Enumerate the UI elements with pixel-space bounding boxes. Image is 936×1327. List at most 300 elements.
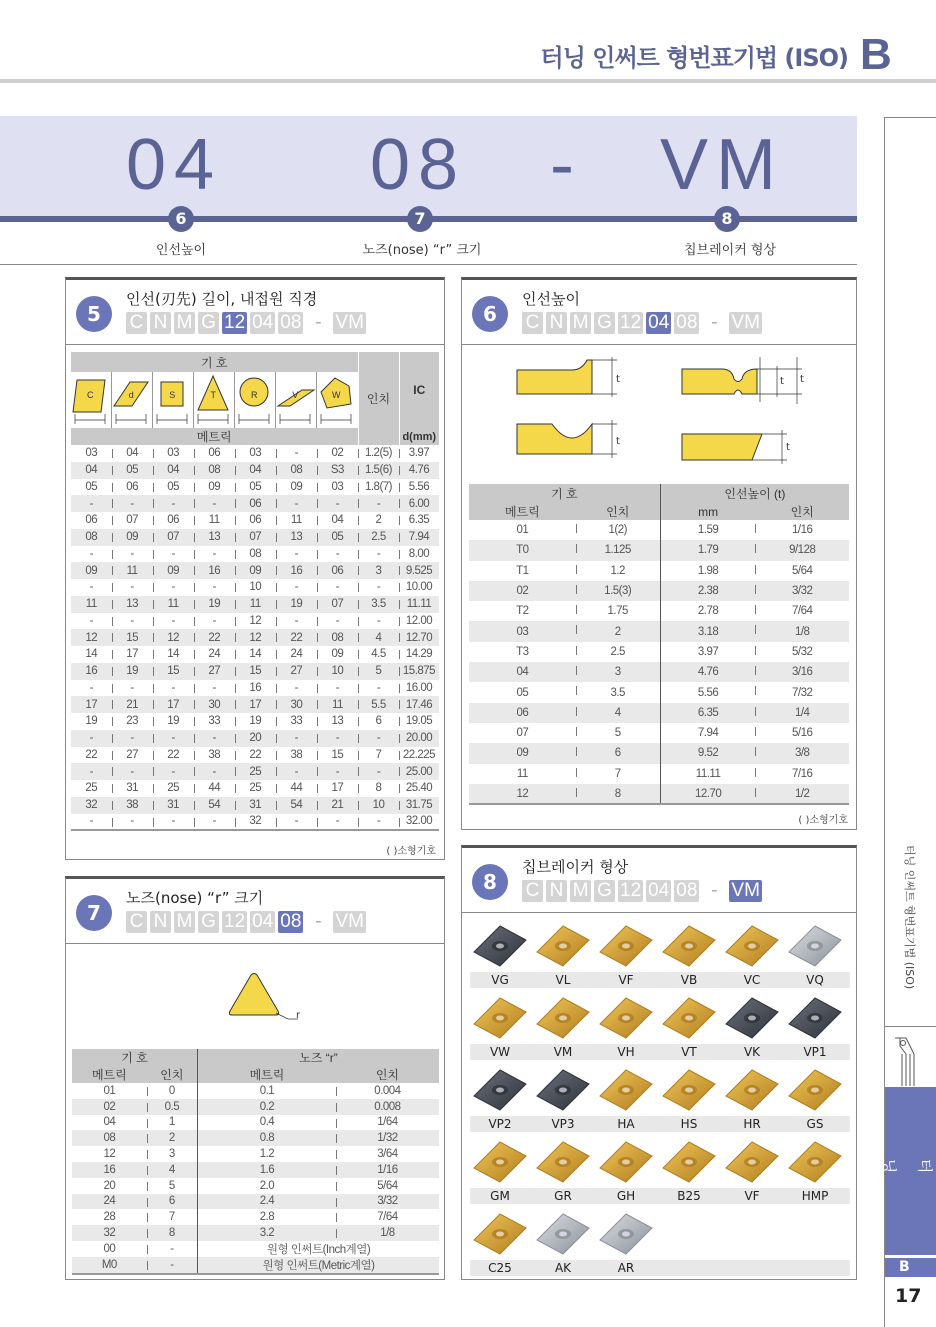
table-cell: 11 [235,596,276,613]
table-cell: 25 [235,763,276,780]
table-cell: 12.70 [660,784,755,804]
insert-dark-icon [785,994,845,1042]
table-row [72,1115,439,1131]
table-cell: 38 [112,797,153,814]
table-cell: 4.76 [660,662,755,682]
chipbreaker-item [470,1066,530,1131]
panel-title: 노즈(nose) “r” 크기 [126,889,264,907]
shape-v-icon [276,372,317,428]
table-cell: 12 [235,629,276,646]
table-row [469,703,849,723]
table-cell: 12 [153,629,194,646]
chipbreaker-label: VP3 [551,1117,575,1131]
table-cell: 1/8 [755,621,849,641]
code-chip: VM [731,880,760,901]
table-cell: - [153,730,194,747]
table-cell: 19 [112,663,153,680]
insert-silver-icon [596,1210,656,1258]
code-chips [126,312,366,334]
table-cell: 2 [358,512,399,529]
table-cell: - [358,814,399,831]
table-cell: 04 [469,662,576,682]
table-row [71,479,439,496]
table-row [72,1194,439,1210]
insert-gold-icon [470,1138,530,1186]
table-row [72,1083,439,1099]
chipbreaker-item [785,994,845,1059]
table-cell: 4.76 [399,462,439,479]
table-cell: 6 [358,713,399,730]
table-row [71,763,439,780]
table-cell: 24 [194,646,235,663]
table-cell: 6.00 [399,495,439,512]
table-cell: - [358,763,399,780]
table-cell: 1/2 [755,784,849,804]
code-chip: 08 [280,911,302,932]
shape-w-icon [317,372,358,428]
chipbreaker-label: VL [555,973,571,987]
table-cell: 16 [276,562,317,579]
table-cell: 23 [112,713,153,730]
page-number: 17 [895,1285,922,1307]
chipbreaker-item [596,994,656,1059]
header-symbol: 기 호 [72,1049,198,1066]
code-chips [126,911,366,933]
table-cell: 03 [85,447,98,460]
chipbreaker-item [533,922,593,987]
insert-gold-icon [596,1138,656,1186]
table-cell: 13 [276,529,317,546]
table-cell: 09 [235,562,276,579]
chipbreaker-row [470,922,850,994]
table-cell: 3.97 [660,642,755,662]
table-row [71,445,439,462]
chipbreaker-label: HR [743,1117,761,1131]
table-cell: - [317,814,358,831]
table-cell: 07 [235,529,276,546]
table-cell: 7.94 [399,529,439,546]
table-cell: 05 [85,480,98,493]
table-cell: - [194,730,235,747]
table-cell: 5.56 [399,479,439,496]
turning-tool-icon [892,1036,922,1086]
table-cell: 02 [72,1099,147,1115]
chipbreaker-label: VG [491,973,509,987]
table-cell: 25 [235,780,276,797]
table-cell: 6 [147,1194,198,1210]
code-chip: 12 [224,312,246,333]
marker-6: 6 [168,206,194,232]
sidebar-chapter-title: 터닝 인써트 형번표기법 (ISO) [903,845,916,990]
table-row [71,562,439,579]
header-symbol: 기 호 [71,352,358,372]
table-cell: - [89,681,93,694]
table-cell: 1.125 [576,540,661,560]
table-cell: - [317,680,358,697]
banner-divider [0,264,857,265]
table-cell: - [153,546,194,563]
table-cell: 32 [235,814,276,831]
table-cell: - [153,579,194,596]
t-label: t [616,436,620,447]
code-chip: M [174,911,195,933]
header-dmm: d(mm) [399,428,439,445]
table-cell: 03 [469,621,576,641]
shape-d-icon [112,372,153,428]
code-chip: 04 [252,312,274,333]
chipbreaker-label: HA [617,1117,635,1131]
table-cell: 7.94 [660,723,755,743]
table-cell: 21 [317,797,358,814]
table-cell: 22 [194,629,235,646]
table-cell: 4 [358,629,399,646]
table-cell: 07 [112,512,153,529]
table-cell: T3 [516,645,529,658]
insert-gold-icon [533,994,593,1042]
table-cell: 3.97 [399,445,439,462]
table-cell: - [358,730,399,747]
table-cell: - [358,680,399,697]
table-cell: 04 [317,512,358,529]
table-cell: 9/128 [755,540,849,560]
table-cell: - [358,546,399,563]
insert-gold-icon [596,922,656,970]
table-row [469,723,849,743]
chipbreaker-item [533,994,593,1059]
table-cell: 0.2 [198,1099,336,1115]
table-cell: - [276,680,317,697]
table-cell: 30 [194,696,235,713]
header-ic: IC [399,352,439,428]
table-cell: 3 [147,1146,198,1162]
table-cell: 19 [194,596,235,613]
code-chip: C [126,911,147,933]
table-cell: 1.8(7) [358,479,399,496]
table-row [71,546,439,563]
chipbreaker-item [722,1066,782,1131]
table-cell: - [276,546,317,563]
table-cell: 13 [194,529,235,546]
table-cell: 11 [112,562,153,579]
table-cell: 3.2 [198,1225,336,1241]
table-cell: - [358,613,399,630]
table-cell: T1 [516,564,529,577]
table-cell: - [153,680,194,697]
code-chip: 08 [676,880,698,901]
code-chip: VM [731,312,760,333]
table-cell: 06 [112,479,153,496]
table-cell: 11 [71,596,112,613]
header-metric: 메트릭 [469,503,576,520]
table-cell: 21 [112,696,153,713]
table-cell: 2.78 [660,601,755,621]
table-cell: - [276,579,317,596]
table-row [72,1162,439,1178]
header-height: 인선높이 (t) [660,484,849,503]
table-cell: 1 [147,1115,198,1131]
table-cell: 13 [317,713,358,730]
header-metric: 메트릭 [72,1066,147,1083]
table-cell: 09 [469,743,576,763]
table-cell: - [317,546,358,563]
table-cell: 08 [317,629,358,646]
shape-letter: T [210,389,216,400]
table-cell: - [194,763,235,780]
table-row [71,747,439,764]
table-cell: 1/32 [336,1130,439,1146]
table-row [72,1209,439,1225]
table-cell: 7/64 [336,1209,439,1225]
code-chip: G [198,911,219,933]
table-cell: 10.00 [399,579,439,596]
table-cell: 6.35 [660,703,755,723]
table-cell: 08 [235,546,276,563]
table-cell: 09 [317,646,358,663]
insert-gold-icon [533,1138,593,1186]
code-chips [522,880,762,902]
code-chip: - [711,312,718,333]
table-cell: - [276,495,317,512]
table-cell: 54 [276,797,317,814]
insert-gold-icon [470,994,530,1042]
header-metric: 메트릭 [71,428,358,445]
table-cell: 12 [235,613,276,630]
code-chip: VM [335,312,364,333]
table-row [469,621,849,641]
panel-cutting-edge-length [65,277,445,860]
insert-gold-icon [659,922,719,970]
table-cell: 19 [276,596,317,613]
header-inch: 인치 [755,503,849,520]
table-row [72,1225,439,1241]
table-cell: 3/16 [755,662,849,682]
table-row [71,512,439,529]
code-chip: 12 [620,880,642,901]
t-label: t [616,374,620,385]
table-cell: 05 [235,479,276,496]
chipbreaker-label: AK [554,1261,572,1275]
t-label: t [780,376,784,387]
panel-chipbreaker [461,845,857,1280]
table-cell: - [147,1241,198,1257]
table-row [71,663,439,680]
code-chip: 12 [620,312,642,333]
table-cell: 13 [112,596,153,613]
table-cell: 15 [235,663,276,680]
table-cell: 04 [71,462,112,479]
table-cell: - [276,613,317,630]
table-cell: 28 [103,1211,116,1224]
table-cell: 03 [235,445,276,462]
table-cell: - [112,579,153,596]
table-cell: 19.05 [399,713,439,730]
table-cell: 1/16 [755,520,849,540]
table-cell: - [194,814,235,831]
insert-gold-icon [596,1066,656,1114]
table-cell: - [89,815,93,828]
table-cell: 17 [235,696,276,713]
chipbreaker-label: B25 [677,1189,701,1203]
table-cell: 11 [153,596,194,613]
table-cell: 19 [85,715,98,728]
table-cell: 04 [235,462,276,479]
table-cell: 5.5 [358,696,399,713]
table-cell: 04 [103,1116,116,1129]
code-chip: 04 [252,911,274,932]
table-cell: 17 [71,696,112,713]
table-cell: 04 [153,462,194,479]
table-cell: 06 [235,495,276,512]
table-row [72,1146,439,1162]
table-cell: 07 [153,529,194,546]
chipbreaker-label: AR [617,1261,635,1275]
table-row [469,743,849,763]
table-cell: 07 [516,727,529,740]
table-cell: 17.46 [399,696,439,713]
table-cell: 38 [194,747,235,764]
marker-7: 7 [407,206,433,232]
table-cell: - [89,547,93,560]
header-mm: mm [660,503,755,520]
table-cell: 19 [235,713,276,730]
table-cell: 2 [576,621,661,641]
chipbreaker-item [785,1138,845,1203]
table-cell: 원형 인써트(Inch계열) [198,1241,439,1257]
table-cell: 3/32 [755,581,849,601]
table-cell: 08 [276,462,317,479]
table-cell: 14 [235,646,276,663]
table-cell: 16 [194,562,235,579]
table-cell: - [153,495,194,512]
shape-letter: d [128,389,134,400]
panel-title: 칩브레이커 형상 [522,858,629,876]
table-cell: - [112,613,153,630]
table-cell: 1/16 [336,1162,439,1178]
panel-nose-radius [65,876,445,1280]
table-cell: - [112,680,153,697]
table-cell: 08 [72,1130,147,1146]
table-cell: 24 [276,646,317,663]
table-cell: 05 [516,686,529,699]
table-row [71,629,439,646]
table-cell: 06 [85,514,98,527]
code-chip: C [126,312,147,334]
insert-gold-icon [785,1066,845,1114]
table-cell: 4.5 [358,646,399,663]
table-cell: 32.00 [399,814,439,831]
code-chip: 04 [648,312,670,333]
header-nose: 노즈 “r” [198,1049,439,1066]
table-cell: 11 [516,767,528,780]
table-row [71,780,439,797]
table-cell: 2.38 [660,581,755,601]
table-row [469,540,849,560]
table-cell: - [358,579,399,596]
table-cell: 15 [112,629,153,646]
table-cell: 11 [317,696,358,713]
table-cell: 31 [235,797,276,814]
table-cell: 4 [147,1162,198,1178]
chipbreaker-label: VP1 [803,1045,827,1059]
table-cell: 27 [112,747,153,764]
table-cell: 1.2 [198,1146,336,1162]
code-chip: - [315,911,322,932]
code-chip: N [150,911,171,933]
chipbreaker-item [659,1138,719,1203]
table-row [71,713,439,730]
table-cell: 5 [576,723,661,743]
table-cell: 5/32 [755,642,849,662]
chipbreaker-item [722,922,782,987]
table-cell: 5 [147,1178,198,1194]
table-cell: 22 [235,747,276,764]
chipbreaker-item [533,1066,593,1131]
marker-7-label: 노즈(nose) “r” 크기 [362,243,482,258]
table-cell: - [112,763,153,780]
insert-dark-icon [722,994,782,1042]
table-cell: 06 [235,512,276,529]
table-cell: 27 [276,663,317,680]
table-cell: - [194,579,235,596]
table-row [469,784,849,804]
panel-number: 7 [76,895,112,931]
table-cell: 11 [194,512,235,529]
table-cell: 9.52 [660,743,755,763]
table-cell: - [89,581,93,594]
chipbreaker-label: VM [553,1045,573,1059]
code-chip: - [711,880,718,901]
chipbreaker-grid [470,922,850,1282]
chipbreaker-label: VC [743,973,761,987]
insert-gold-icon [785,1138,845,1186]
table-cell: 09 [71,562,112,579]
table-cell: - [276,763,317,780]
chipbreaker-item [470,922,530,987]
table-cell: 05 [153,479,194,496]
table-cell: 3 [576,662,661,682]
insert-gold-icon [722,922,782,970]
thickness-table [469,484,849,805]
table-cell: 25.40 [399,780,439,797]
marker-8-label: 칩브레이커 형상 [683,243,777,258]
panel-title: 인선높이 [522,290,580,308]
table-cell: 30 [276,696,317,713]
header-inch: 인치 [147,1066,198,1083]
nose-radius-diagram [226,973,306,1033]
table-row [71,462,439,479]
table-cell: 2.8 [198,1209,336,1225]
table-row [71,646,439,663]
table-cell: 31 [153,797,194,814]
table-row [469,581,849,601]
marker-6-label: 인선높이 [155,243,207,258]
insert-gold-icon [659,994,719,1042]
chipbreaker-label: HMP [801,1189,829,1203]
code-chip: 12 [224,911,246,932]
table-cell: 0.5 [147,1099,198,1115]
marker-8: 8 [714,206,740,232]
table-cell: 3/64 [336,1146,439,1162]
table-cell: 1.59 [660,520,755,540]
table-cell: 7/64 [755,601,849,621]
chipbreaker-label: VT [681,1045,697,1059]
insert-gold-icon [533,922,593,970]
insert-silver-icon [785,922,845,970]
shape-letter: R [251,389,258,400]
table-cell: 3 [358,562,399,579]
chipbreaker-item [533,1138,593,1203]
table-cell: 1.79 [660,540,755,560]
